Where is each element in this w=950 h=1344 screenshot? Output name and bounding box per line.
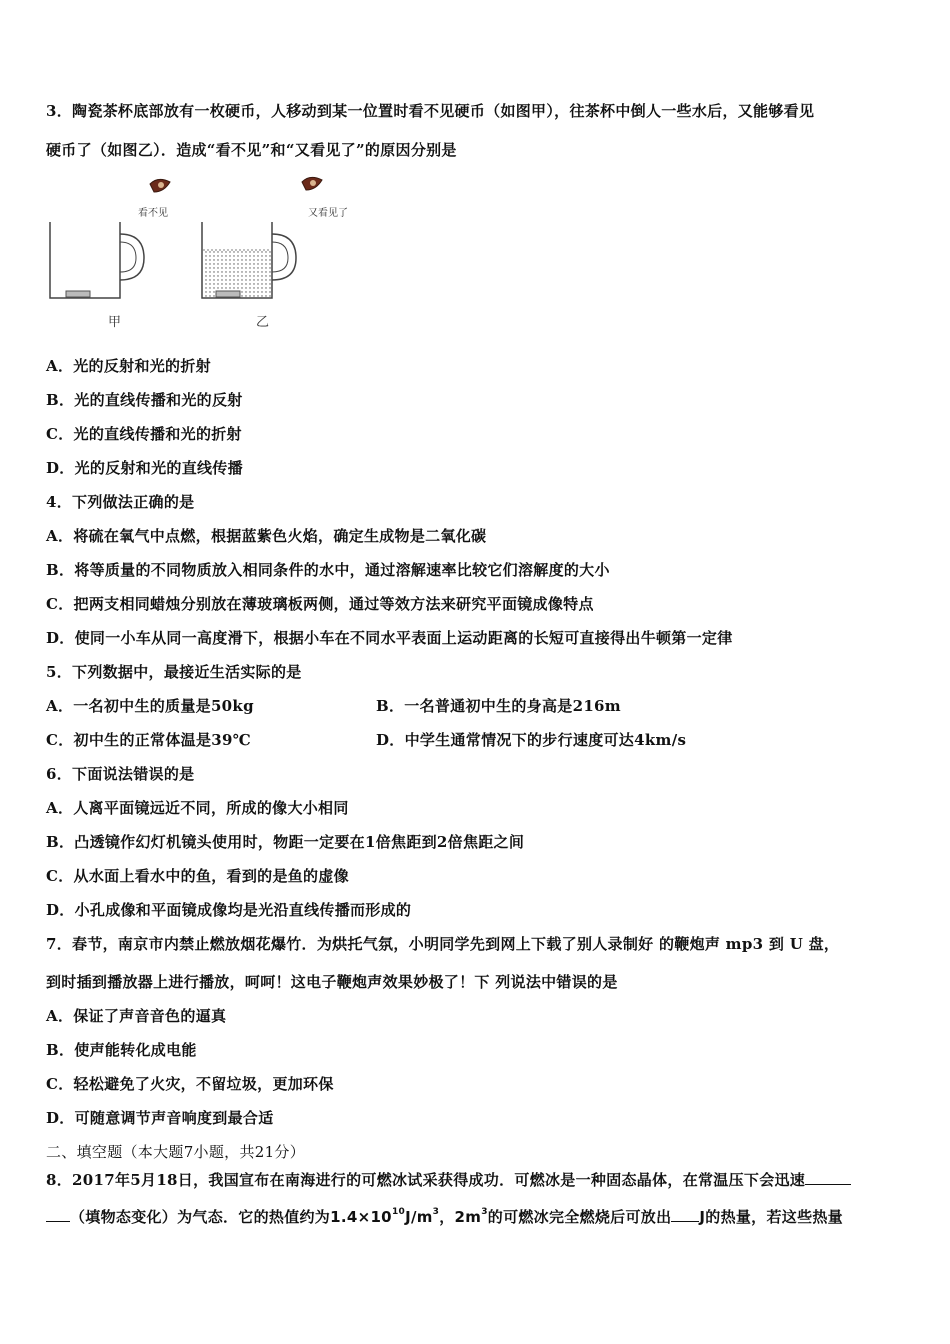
q3-figure (40, 170, 370, 340)
caption-yi: 乙 (256, 315, 270, 330)
q7-option-b: B．使声能转化成电能 (46, 1041, 197, 1059)
q3-stem-line1: 3．陶瓷茶杯底部放有一枚硬币，人移动到某一位置时看不见硬币（如图甲），往茶杯中倒人一些水后，又能够看见 (46, 102, 815, 120)
q8-heat-value: 1.4×10 (330, 1208, 392, 1226)
cup-right (202, 222, 296, 298)
q5-option-c: C．初中生的正常体温是39℃ (46, 731, 251, 749)
q3-stem-line2: 硬币了（如图乙）．造成“看不见”和“又看见了”的原因分别是 (46, 141, 457, 159)
water-fill (203, 250, 271, 297)
q3-option-a: A．光的反射和光的折射 (46, 357, 211, 375)
q8-line2-d: J (699, 1208, 706, 1226)
q4-stem: 4．下列做法正确的是 (46, 493, 195, 511)
q8-stem-line1 (46, 1169, 851, 1190)
q6-option-b: B．凸透镜作幻灯机镜头使用时，物距一定要在1倍焦距到2倍焦距之间 (46, 833, 525, 851)
q4-option-a: A．将硫在氧气中点燃，根据蓝紫色火焰，确定生成物是二氧化碳 (46, 527, 487, 545)
q3-option-b: B．光的直线传播和光的反射 (46, 391, 243, 409)
q8-blank-2[interactable] (671, 1206, 699, 1222)
q8-stem-line2 (46, 1206, 843, 1227)
q3-option-d: D．光的反射和光的直线传播 (46, 459, 243, 477)
q8-heat-exp: 10 (391, 1207, 406, 1217)
cup-left (50, 222, 144, 298)
coin-left (66, 291, 90, 297)
q8-line2-a: （填物态变化）为气态．它的热值约为 (70, 1208, 331, 1226)
eye-icon-right (302, 177, 322, 190)
section-heading-fill-in: 二、填空题（本大题7小题，共21分） (46, 1143, 306, 1161)
teacup-diagram (40, 170, 370, 340)
q5-stem: 5．下列数据中，最接近生活实际的是 (46, 663, 302, 681)
eye-icon-left (150, 179, 170, 192)
q8-unit-exp: 3 (432, 1207, 440, 1217)
label-cannot-see: 看不见 (138, 208, 168, 219)
q7-option-c: C．轻松避免了火灾，不留垃圾，更加环保 (46, 1075, 334, 1093)
q8-line2-c: 的可燃冰完全燃烧后可放出 (487, 1208, 672, 1226)
q7-stem-line2: 到时插到播放器上进行播放，呵呵！这电子鞭炮声效果妙极了！下 列说法中错误的是 (46, 973, 618, 991)
q4-option-d: D．使同一小车从同一高度滑下，根据小车在不同水平表面上运动距离的长短可直接得出牛顿第一定律 (46, 629, 733, 647)
q8-volume-exp: 3 (481, 1207, 488, 1217)
q7-stem-line1: 7．春节，南京市内禁止燃放烟花爆竹．为烘托气氛，小明同学先到网上下载了别人录制好 的鞭炮声 mp3 到 U 盘， (46, 935, 840, 953)
label-see-again: 又看见了 (308, 208, 348, 219)
caption-jia: 甲 (108, 315, 122, 330)
q5-options-row1 (46, 696, 906, 716)
q8-blank-1b[interactable] (46, 1206, 70, 1222)
q5-option-a: A．一名初中生的质量是50kg (46, 697, 254, 715)
q8-line2-e: 的热量，若这些热量 (705, 1208, 843, 1226)
q8-volume: 2m (454, 1208, 482, 1226)
q7-option-a: A．保证了声音音色的逼真 (46, 1007, 227, 1025)
q6-stem: 6．下面说法错误的是 (46, 765, 195, 783)
q8-heat-unit: J/m (405, 1208, 433, 1226)
q6-option-a: A．人离平面镜远近不同，所成的像大小相同 (46, 799, 349, 817)
q3-option-c: C．光的直线传播和光的折射 (46, 425, 242, 443)
q7-option-d: D．可随意调节声音响度到最合适 (46, 1109, 274, 1127)
q5-option-d: D．中学生通常情况下的步行速度可达4km/s (376, 731, 687, 749)
q8-blank-1a[interactable] (805, 1169, 851, 1185)
q6-option-c: C．从水面上看水中的鱼，看到的是鱼的虚像 (46, 867, 349, 885)
q5-options-row2 (46, 730, 906, 750)
q4-option-c: C．把两支相同蜡烛分别放在薄玻璃板两侧，通过等效方法来研究平面镜成像特点 (46, 595, 594, 613)
q8-line1-text: 8．2017年5月18日，我国宣布在南海进行的可燃冰试采获得成功．可燃冰是一种固态晶体，在常温压下会迅速 (46, 1171, 806, 1189)
q8-line2-b: ， (439, 1208, 455, 1226)
coin-right (216, 291, 240, 297)
q4-option-b: B．将等质量的不同物质放入相同条件的水中，通过溶解速率比较它们溶解度的大小 (46, 561, 610, 579)
q6-option-d: D．小孔成像和平面镜成像均是光沿直线传播而形成的 (46, 901, 412, 919)
q5-option-b: B．一名普通初中生的身高是216m (376, 697, 621, 715)
